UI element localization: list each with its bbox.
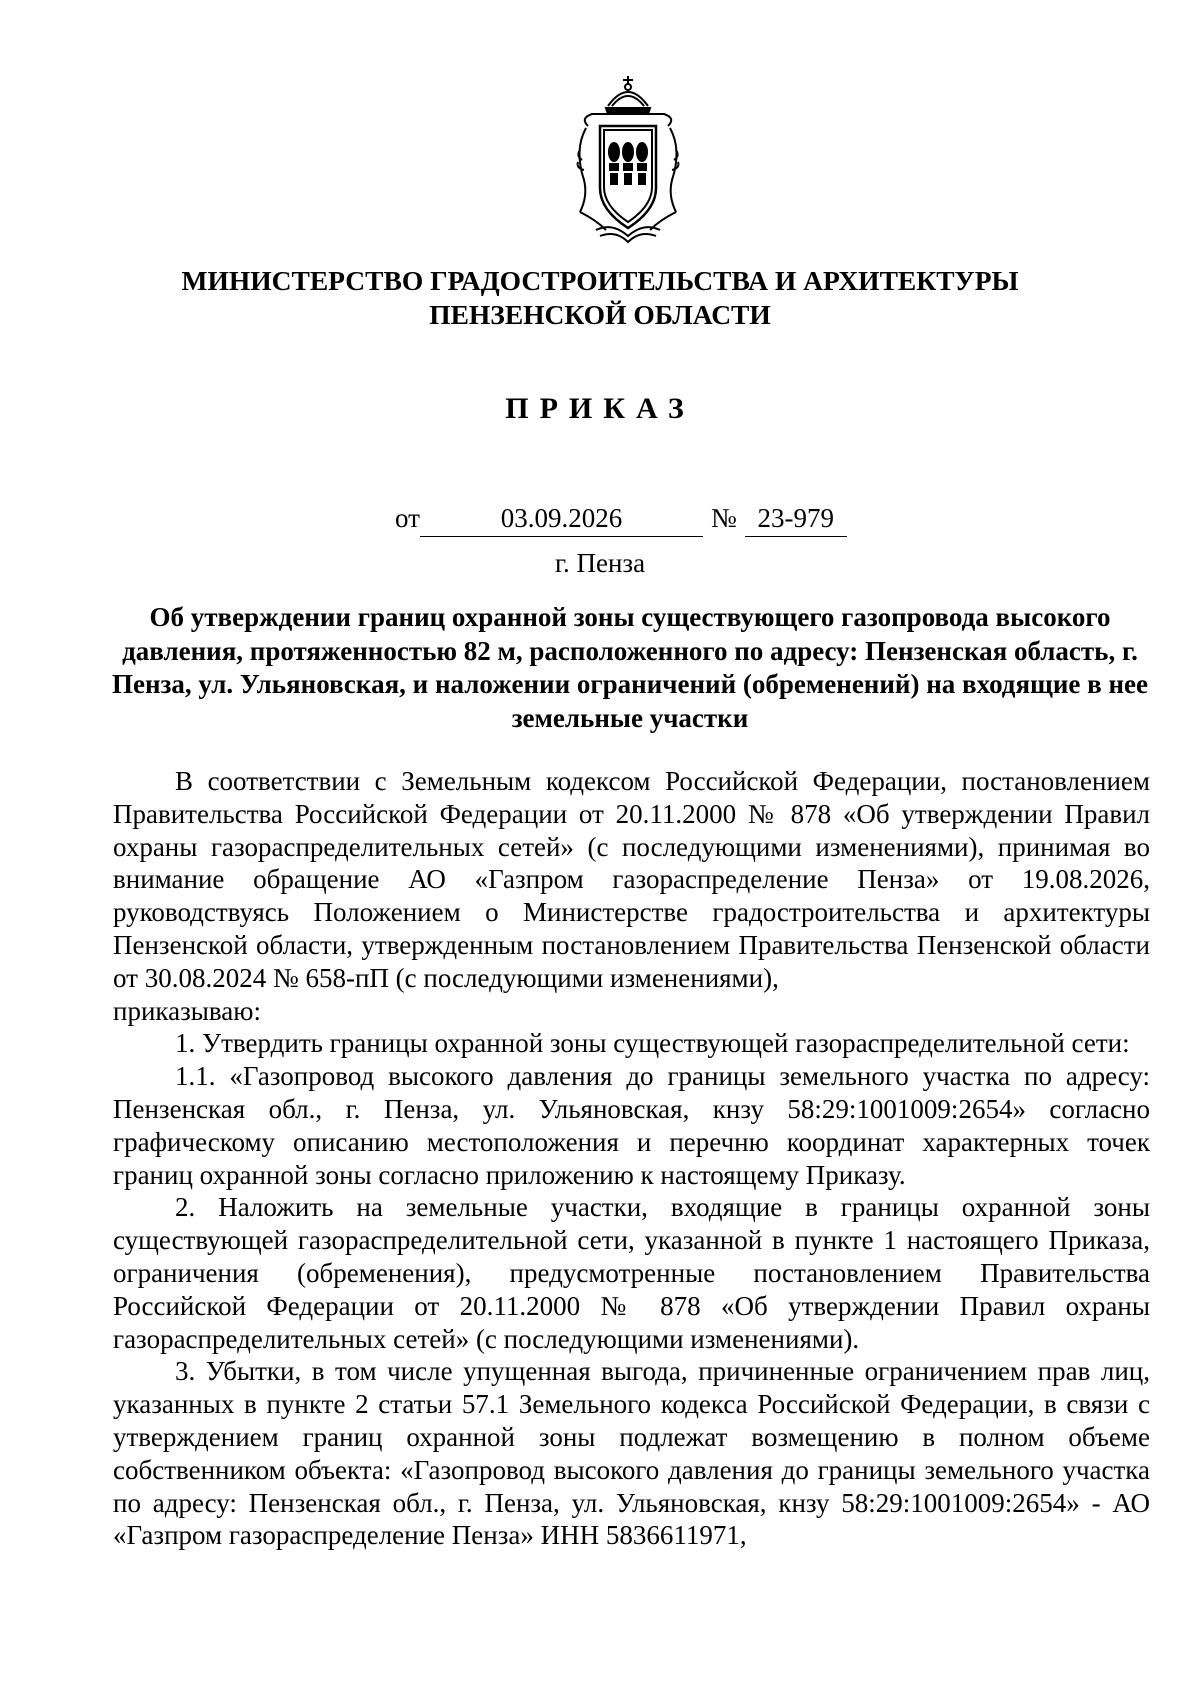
ministry-name-line-2: ПЕНЗЕНСКОЙ ОБЛАСТИ xyxy=(429,299,771,330)
order-word: приказываю: xyxy=(113,995,261,1026)
city-name: г. Пенза xyxy=(554,548,646,578)
item-1-paragraph: 1. Утвердить границы охранной зоны существующей газораспределительной сети: xyxy=(175,1028,1130,1059)
ministry-name-line-1: МИНИСТЕРСТВО ГРАДОСТРОИТЕЛЬСТВА И АРХИТЕКТУРЫ xyxy=(181,265,1019,296)
order-date: 03.09.2026 xyxy=(420,500,703,537)
number-label: № xyxy=(710,503,737,533)
order-body xyxy=(113,765,1150,1552)
coat-of-arms-icon xyxy=(566,70,690,246)
order-number: 23-979 xyxy=(745,500,847,537)
order-subject: Об утверждении границ охранной зоны существующего газопровода высокого давления, протяженностью 82 м, расположенного по адресу: Пензенская область, г. Пенза, ул. Ульяновская, и наложении ограничений (обременений) на входящие в нее земельные участки xyxy=(111,602,1149,733)
from-label: от xyxy=(395,503,420,533)
item-3-paragraph: 3. Убытки, в том числе упущенная выгода, причиненные ограничением прав лиц, указанных в пункте 2 статьи 57.1 Земельного кодекса Российской Федерации, в связи с утверждением границ охранной зоны подлежат возмещению в полном объеме собственником объекта: «Газопровод высокого давления до границы земельного участка по адресу: Пензенская обл., г. Пенза, ул. Ульяновская, кнзу 58:29:1001009:2654» - АО «Газпром газораспределение Пенза» ИНН 5836611971, xyxy=(113,1356,1150,1551)
document-type-title: ПРИКАЗ xyxy=(505,392,695,425)
preamble-paragraph: В соответствии с Земельным кодексом Российской Федерации, постановлением Правительства Российской Федерации от 20.11.2000 № 878 «Об утверждении Правил охраны газораспределительных сетей» (с последующими изменениями), принимая во внимание обращение АО «Газпром газораспределение Пенза» от 19.08.2026, руководствуясь Положением о Министерстве градостроительства и архитектуры Пензенской области, утвержденным постановлением Правительства Пензенской области от 30.08.2024 № 658-пП (с последующими изменениями), xyxy=(113,766,1150,993)
date-number-line xyxy=(395,500,847,536)
item-1-1-paragraph: 1.1. «Газопровод высокого давления до границы земельного участка по адресу: Пензенская обл., г. Пенза, ул. Ульяновская, кнзу 58:29:1001009:2654» согласно графическому описанию местоположения и перечню координат характерных точек границ охранной зоны согласно приложению к настоящему Приказу. xyxy=(113,1061,1150,1190)
item-2-paragraph: 2. Наложить на земельные участки, входящие в границы охранной зоны существующей газораспределительной сети, указанной в пункте 1 настоящего Приказа, ограничения (обременения), предусмотренные постановлением Правительства Российской Федерации от 20.11.2000 № 878 «Об утверждении Правил охраны газораспределительных сетей» (с последующими изменениями). xyxy=(113,1192,1150,1354)
